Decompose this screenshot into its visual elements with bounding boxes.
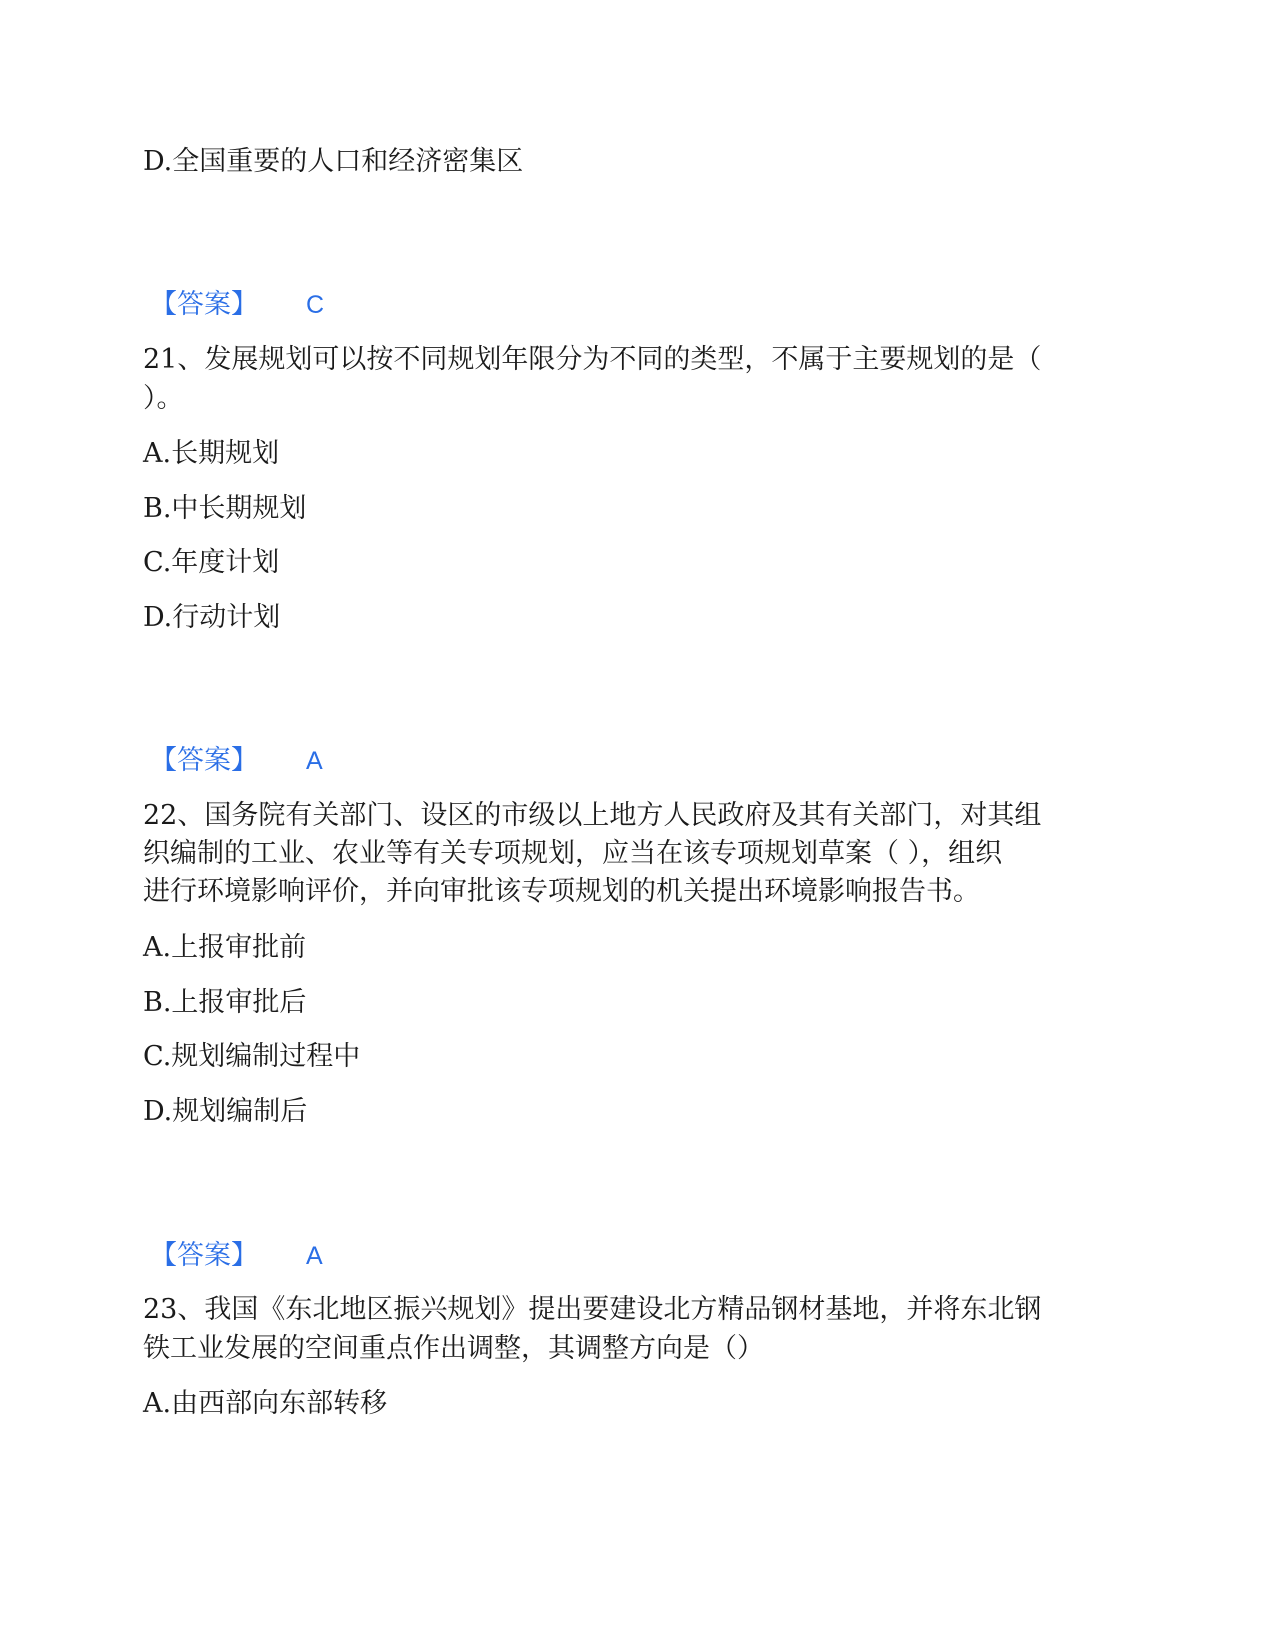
q21-stem-line-1: 21、发展规划可以按不同规划年限分为不同的类型，不属于主要规划的是（ (143, 344, 1042, 375)
q22-option-a: A.上报审批前 (143, 932, 307, 963)
q22-answer (150, 1237, 323, 1275)
q21-option-b: B.中长期规划 (143, 493, 307, 524)
q22-option-c: C.规划编制过程中 (143, 1041, 361, 1072)
q21-answer (150, 742, 323, 780)
q23-stem-line-2: 铁工业发展的空间重点作出调整，其调整方向是（） (143, 1333, 764, 1364)
q23-option-a: A.由西部向东部转移 (143, 1388, 388, 1419)
answer-label: 【答案】 (150, 1240, 258, 1271)
q23-stem-line-1: 23、我国《东北地区振兴规划》提出要建设北方精品钢材基地，并将东北钢 (143, 1294, 1042, 1325)
q22-stem-line-3: 进行环境影响评价，并向审批该专项规划的机关提出环境影响报告书。 (143, 876, 980, 907)
q21-option-c: C.年度计划 (143, 547, 280, 578)
q22-option-d: D.规划编制后 (143, 1096, 308, 1127)
q21-option-a: A.长期规划 (143, 438, 280, 469)
q21-stem-line-2: ）。 (143, 383, 184, 414)
answer-label: 【答案】 (150, 745, 258, 776)
q22-stem-line-1: 22、国务院有关部门、设区的市级以上地方人民政府及其有关部门，对其组 (143, 800, 1042, 831)
q20-option-d: D.全国重要的人口和经济密集区 (143, 146, 524, 177)
answer-label: 【答案】 (150, 289, 258, 320)
q22-stem-line-2: 织编制的工业、农业等有关专项规划，应当在该专项规划草案（ ），组织 (143, 838, 1003, 869)
answer-value: A (306, 1242, 323, 1270)
answer-value: A (306, 747, 323, 775)
q22-option-b: B.上报审批后 (143, 987, 307, 1018)
answer-value: C (306, 291, 325, 319)
q20-answer (150, 286, 324, 324)
q21-option-d: D.行动计划 (143, 602, 281, 633)
